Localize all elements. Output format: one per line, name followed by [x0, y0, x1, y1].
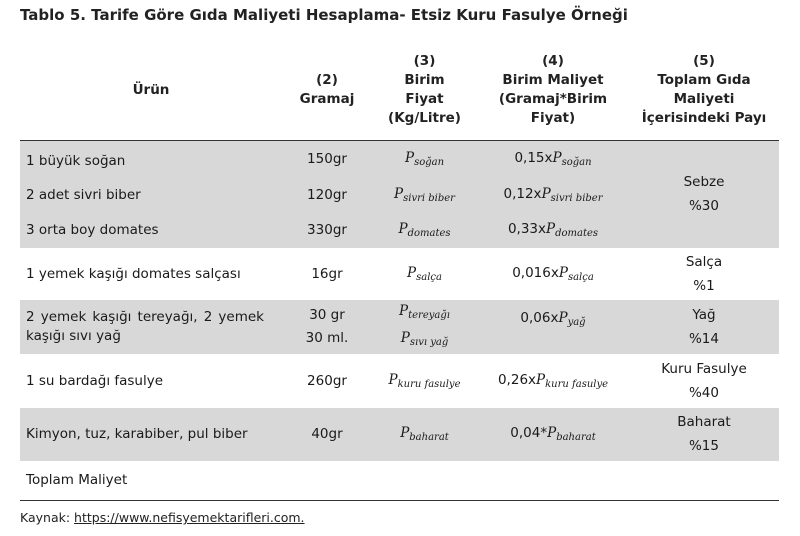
row-birim-fiyat: $P_{baharat}$ — [372, 407, 477, 461]
row-birim-maliyet: $0,26xP_{kuru fasulye}$ — [477, 355, 629, 407]
share-sebze: Sebze %30 — [629, 141, 779, 249]
share-baharat: Baharat %15 — [629, 407, 779, 461]
header-birim-maliyet: (4) Birim Maliyet (Gramaj*Birim Fiyat) — [477, 40, 629, 141]
row-urun: 2 yemek kaşığı tereyağı, 2 yemek kaşığı sıvı yağ — [20, 299, 282, 355]
header-pay: (5) Toplam Gıda Maliyeti İçerisindeki Payı — [629, 40, 779, 141]
row-urun: 1 yemek kaşığı domates salçası — [20, 249, 282, 299]
group-yag — [20, 299, 779, 355]
table-title: Tablo 5. Tarife Göre Gıda Maliyeti Hesaplama- Etsiz Kuru Fasulye Örneği — [20, 6, 628, 24]
table-row — [20, 249, 779, 299]
group-salca — [20, 249, 779, 299]
table-row — [20, 299, 779, 355]
source-note — [20, 510, 305, 525]
share-yag: Yağ %14 — [629, 299, 779, 355]
row-urun: 1 büyük soğan — [20, 141, 282, 177]
row-birim-maliyet: $0,06xP_{yağ}$ — [477, 299, 629, 355]
header-urun: Ürün — [20, 40, 282, 141]
row-birim-fiyat: $P_{soğan}$ — [372, 141, 477, 177]
row-urun: 2 adet sivri biber — [20, 177, 282, 213]
row-birim-maliyet: $0,12xP_{sivri biber}$ — [477, 177, 629, 213]
row-urun: Kimyon, tuz, karabiber, pul biber — [20, 407, 282, 461]
total-label: Toplam Maliyet — [20, 461, 282, 501]
cost-table — [20, 40, 779, 501]
table-row — [20, 407, 779, 461]
row-gramaj: 40gr — [282, 407, 372, 461]
row-birim-maliyet: $0,15xP_{soğan}$ — [477, 141, 629, 177]
group-baharat — [20, 407, 779, 461]
header-row — [20, 40, 779, 141]
row-urun: 1 su bardağı fasulye — [20, 355, 282, 407]
row-birim-fiyat: $P_{sivri biber}$ — [372, 177, 477, 213]
row-birim-fiyat: $P_{kuru fasulye}$ — [372, 355, 477, 407]
row-gramaj: 330gr — [282, 213, 372, 249]
row-birim-fiyat: $P_{salça}$ — [372, 249, 477, 299]
source-prefix: Kaynak: — [20, 510, 75, 525]
group-fasulye — [20, 355, 779, 407]
row-gramaj: 30 gr 30 ml. — [282, 299, 372, 355]
share-fasulye: Kuru Fasulye %40 — [629, 355, 779, 407]
table-row — [20, 141, 779, 177]
row-birim-maliyet: $0,33xP_{domates}$ — [477, 213, 629, 249]
share-salca: Salça %1 — [629, 249, 779, 299]
row-birim-fiyat: $P_{tereyağı}$ $P_{sıvı yağ}$ — [372, 299, 477, 355]
row-gramaj: 120gr — [282, 177, 372, 213]
row-birim-fiyat: $P_{domates}$ — [372, 213, 477, 249]
row-gramaj: 16gr — [282, 249, 372, 299]
total-row — [20, 461, 779, 501]
group-total — [20, 461, 779, 501]
row-gramaj: 150gr — [282, 141, 372, 177]
row-gramaj: 260gr — [282, 355, 372, 407]
header-gramaj: (2) Gramaj — [282, 40, 372, 141]
row-urun: 3 orta boy domates — [20, 213, 282, 249]
group-sebze — [20, 141, 779, 249]
table-row — [20, 355, 779, 407]
header-birim-fiyat: (3) Birim Fiyat (Kg/Litre) — [372, 40, 477, 141]
row-birim-maliyet: $0,04*P_{baharat}$ — [477, 407, 629, 461]
row-birim-maliyet: $0,016xP_{salça}$ — [477, 249, 629, 299]
source-link[interactable]: https://www.nefisyemektarifleri.com. — [74, 510, 305, 525]
